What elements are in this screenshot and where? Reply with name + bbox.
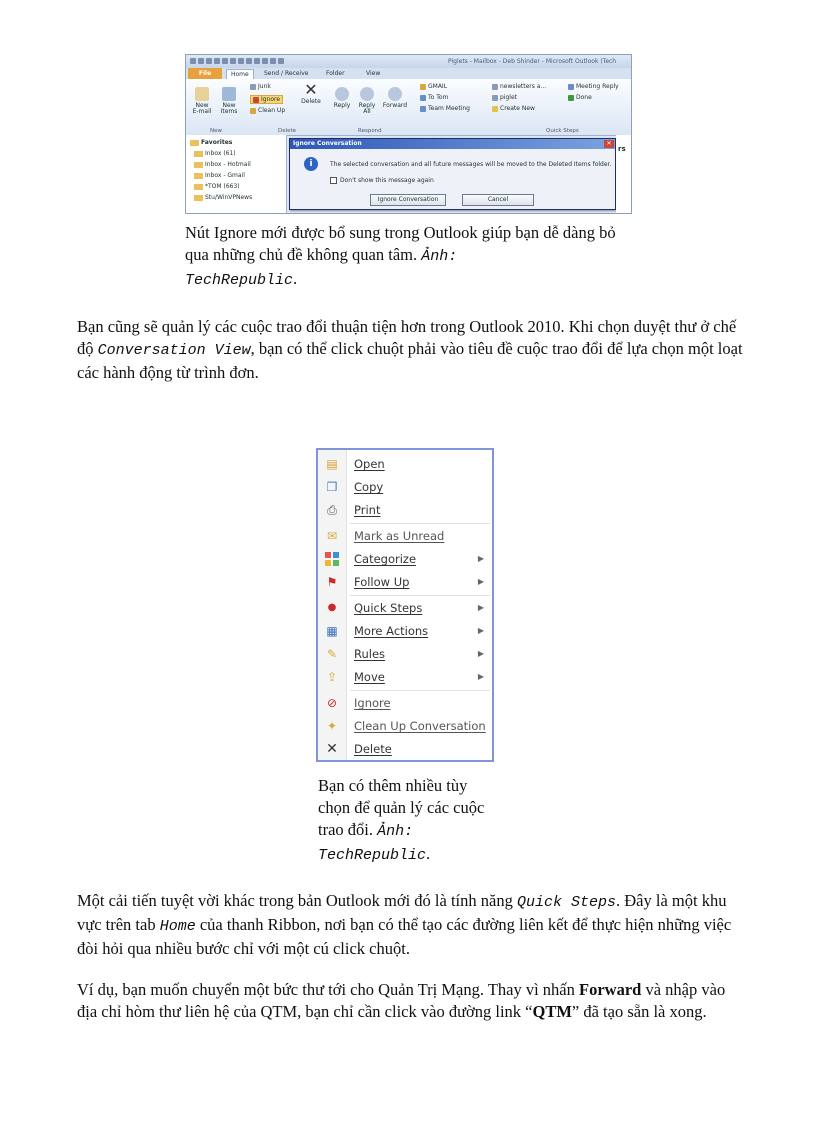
move-icon: ⇪	[326, 670, 338, 684]
more-actions-icon: ▦	[326, 624, 338, 638]
info-icon: i	[304, 157, 318, 171]
caption-2-credit-label: Ảnh:	[377, 823, 414, 840]
menu-item-delete[interactable]: ✕ Delete	[326, 741, 392, 757]
nav-tom[interactable]: *TOM (663)	[194, 183, 240, 190]
dialog-close-icon[interactable]: ✕	[604, 140, 614, 148]
qs-newsletters-icon	[492, 84, 498, 90]
qs-gmail[interactable]: GMAIL	[420, 83, 447, 90]
qs-piglet-icon	[492, 95, 498, 101]
caption-1-credit-label: Ảnh:	[421, 248, 458, 265]
ignore-conversation-button[interactable]: Ignore Conversation	[370, 194, 446, 206]
submenu-arrow-icon: ▶	[477, 554, 484, 563]
folder-icon	[194, 195, 203, 201]
nav-inbox-gmail[interactable]: Inbox - Gmail	[194, 172, 245, 179]
qs-to-tom-icon	[420, 95, 426, 101]
checkbox-box	[330, 177, 337, 184]
copy-icon: ❐	[326, 480, 338, 494]
nav-inbox[interactable]: Inbox (61)	[194, 150, 236, 157]
menu-item-categorize[interactable]: Categorize ▶	[318, 548, 492, 570]
forward-icon	[388, 87, 402, 101]
nav-inbox-hotmail[interactable]: Inbox - Hotmail	[194, 161, 251, 168]
forward-button[interactable]: Forward	[382, 87, 408, 109]
folder-icon	[194, 151, 203, 157]
folder-icon	[194, 162, 203, 168]
flag-icon: ⚑	[326, 575, 338, 589]
ignore-icon: ⊘	[326, 696, 338, 710]
reply-button[interactable]: Reply	[332, 87, 352, 109]
qs-create-new[interactable]: Create New	[492, 105, 535, 112]
window-title: Piglets - Mailbox - Deb Shinder - Microsoft Outlook (Tech	[448, 58, 617, 65]
qs-piglet[interactable]: piglet	[492, 94, 517, 101]
submenu-arrow-icon: ▶	[477, 672, 484, 681]
clean-up-button[interactable]: Clean Up	[250, 107, 285, 114]
cancel-button[interactable]: Cancel	[462, 194, 534, 206]
reply-all-icon	[360, 87, 374, 101]
mark-unread-icon: ✉	[326, 529, 338, 543]
submenu-arrow-icon: ▶	[477, 626, 484, 635]
reading-pane-edge: rs	[616, 135, 631, 213]
menu-item-more-actions[interactable]: ▦ More Actions ▶	[326, 624, 484, 638]
menu-item-quick-steps[interactable]: ● Quick Steps ▶	[318, 597, 492, 619]
qs-done-icon	[568, 95, 574, 101]
menu-item-open[interactable]: ▤ Open	[326, 457, 385, 471]
ribbon	[186, 79, 631, 136]
caption-2-credit: TechRepublic	[318, 847, 427, 864]
qs-gmail-icon	[420, 84, 426, 90]
caption-2: Bạn có thêm nhiều tùy chọn để quản lý các cuộc trao đổi. Ảnh: TechRepublic.	[318, 776, 485, 864]
qs-team-icon	[420, 106, 426, 112]
menu-separator	[350, 595, 490, 596]
delete-x-icon: ✕	[304, 80, 318, 99]
quick-access-toolbar	[190, 58, 340, 65]
rules-icon: ✎	[326, 647, 338, 661]
nav-stu-winvpnews[interactable]: Stu/WinVPNews	[194, 194, 252, 201]
menu-separator	[350, 523, 490, 524]
categorize-icon	[325, 552, 339, 566]
junk-button[interactable]: Junk	[250, 83, 271, 90]
paragraph-3: Ví dụ, bạn muốn chuyển một bức thư tới cho Quản Trị Mạng. Thay vì nhấn Forward và nhập vào địa chỉ hòm thư liên hệ của QTM, bạn chỉ cần click vào đường link “QTM” đã tạo sẵn là xong.	[77, 980, 726, 1021]
reply-all-button[interactable]: Reply All	[356, 87, 378, 115]
menu-item-follow-up[interactable]: ⚑ Follow Up ▶	[326, 575, 484, 589]
tab-home[interactable]: Home	[226, 69, 254, 80]
menu-item-print[interactable]: ⎙ Print	[318, 499, 492, 521]
folder-icon	[190, 140, 199, 146]
qs-create-new-icon	[492, 106, 498, 112]
outlook-screenshot	[185, 54, 632, 214]
ignore-icon	[253, 97, 259, 103]
dialog-title: Ignore Conversation	[290, 139, 615, 149]
tab-view[interactable]: View	[366, 70, 381, 77]
delete-icon: ✕	[326, 741, 338, 757]
group-new-label: New	[210, 128, 222, 134]
group-delete-label: Delete	[278, 128, 297, 134]
navigation-pane	[186, 135, 287, 213]
open-icon: ▤	[326, 457, 338, 471]
reply-icon	[335, 87, 349, 101]
menu-item-rules[interactable]: ✎ Rules ▶	[326, 647, 484, 661]
qs-meeting-reply-icon	[568, 84, 574, 90]
folder-icon	[194, 184, 203, 190]
new-items-button[interactable]: New Items	[218, 87, 240, 115]
title-bar	[186, 55, 631, 68]
menu-item-clean-up-conversation[interactable]: ✦ Clean Up Conversation	[326, 719, 486, 733]
print-icon: ⎙	[327, 503, 337, 517]
new-email-icon	[195, 87, 209, 101]
ignore-conversation-dialog	[289, 138, 616, 210]
menu-item-copy[interactable]: ❐ Copy	[326, 480, 384, 494]
caption-1: Nút Ignore mới được bổ sung trong Outlook giúp bạn dễ dàng bỏ qua những chủ đề không quan tâm. Ảnh: TechRepublic.	[185, 223, 616, 289]
qs-meeting-reply[interactable]: Meeting Reply	[568, 83, 619, 90]
menu-item-move[interactable]: ⇪ Move ▶	[326, 670, 484, 684]
tab-send-receive[interactable]: Send / Receive	[264, 70, 309, 77]
dialog-message: The selected conversation and all future messages will be moved to the Deleted Items folder.	[330, 161, 612, 168]
delete-button[interactable]: ✕ Delete	[301, 80, 321, 105]
conversation-context-menu	[316, 448, 494, 762]
paragraph-1: Bạn cũng sẽ quản lý các cuộc trao đổi thuận tiện hơn trong Outlook 2010. Khi chọn duyệt thư ở chế độ Conversation View, bạn có thể click chuột phải vào tiêu đề cuộc trao đổi để lựa chọn một loạt các hành động từ trình đơn.	[77, 317, 743, 382]
folder-icon	[194, 173, 203, 179]
caption-1-credit: TechRepublic	[185, 272, 294, 289]
submenu-arrow-icon: ▶	[477, 603, 484, 612]
clean-up-icon	[250, 108, 256, 114]
group-quick-steps-label: Quick Steps	[546, 128, 579, 134]
dont-show-checkbox[interactable]: Don't show this message again	[330, 177, 434, 184]
paragraph-2: Một cải tiến tuyệt vời khác trong bản Outlook mới đó là tính năng Quick Steps. Đây là một khu vực trên tab Home của thanh Ribbon, nơi bạn có thể tạo các đường liên kết để thực hiện những việc đòi hỏi qua nhiều bước chỉ với một cú click chuột.	[77, 891, 732, 958]
menu-item-mark-as-unread[interactable]: ✉ Mark as Unread	[326, 529, 445, 543]
tab-folder[interactable]: Folder	[326, 70, 345, 77]
new-items-icon	[222, 87, 236, 101]
new-email-button[interactable]: New E-mail	[192, 87, 212, 115]
qs-to-tom[interactable]: To Tom	[420, 94, 448, 101]
group-respond-label: Respond	[358, 128, 382, 134]
qs-done[interactable]: Done	[568, 94, 592, 101]
junk-icon	[250, 84, 256, 90]
qs-newsletters[interactable]: newsletters a...	[492, 83, 546, 90]
submenu-arrow-icon: ▶	[477, 649, 484, 658]
nav-favorites[interactable]: Favorites	[190, 139, 232, 146]
menu-separator	[350, 690, 490, 691]
clean-up-icon: ✦	[326, 719, 338, 733]
qs-team-meeting[interactable]: Team Meeting	[420, 105, 470, 112]
menu-item-ignore[interactable]: ⊘ Ignore	[326, 696, 391, 710]
quick-steps-icon: ●	[327, 602, 337, 613]
ignore-button[interactable]: Ignore	[250, 95, 283, 104]
file-tab[interactable]: File	[188, 68, 222, 79]
submenu-arrow-icon: ▶	[477, 577, 484, 586]
